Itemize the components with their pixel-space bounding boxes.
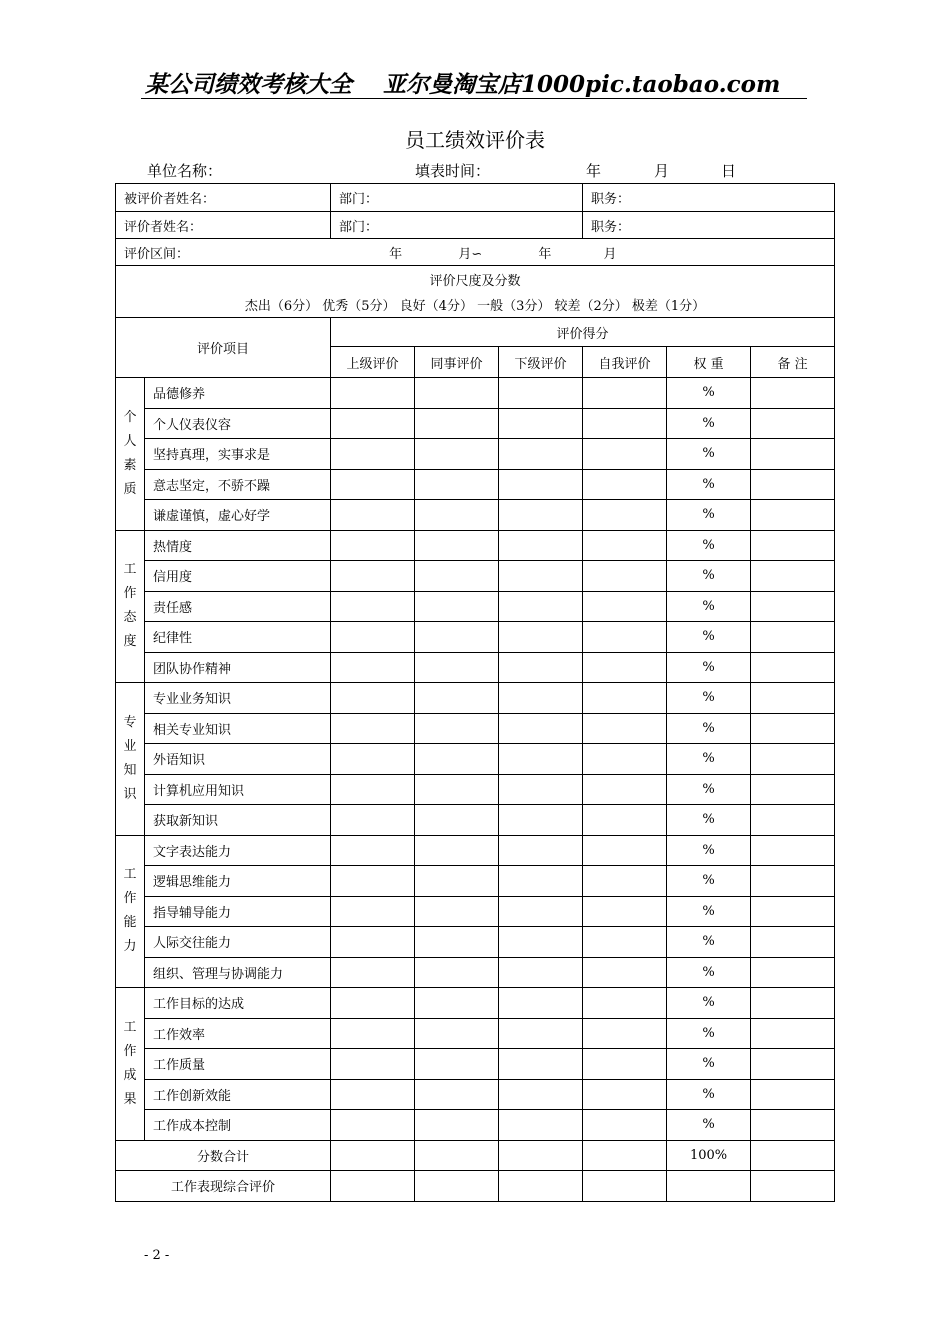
- period-year-2: 年: [538, 246, 552, 262]
- superior-score-cell[interactable]: [331, 1049, 415, 1080]
- superior-score-cell[interactable]: [331, 744, 415, 775]
- subordinate-score-cell[interactable]: [499, 896, 583, 927]
- evaluation-item: 信用度: [145, 561, 331, 592]
- peer-score-cell[interactable]: [415, 774, 499, 805]
- peer-score-cell[interactable]: [415, 500, 499, 531]
- category-label: [116, 378, 145, 531]
- weight-cell[interactable]: %: [667, 774, 751, 805]
- peer-score-cell[interactable]: [415, 561, 499, 592]
- self-score-cell[interactable]: [583, 469, 667, 500]
- weight-cell[interactable]: %: [667, 378, 751, 409]
- category-label-char: 度: [123, 634, 137, 650]
- table-row: [116, 1018, 835, 1049]
- table-row: [116, 469, 835, 500]
- self-score-cell[interactable]: [583, 408, 667, 439]
- peer-score-cell[interactable]: [415, 408, 499, 439]
- superior-score-cell[interactable]: [331, 439, 415, 470]
- self-score-cell[interactable]: [583, 1079, 667, 1110]
- remark-cell[interactable]: [751, 591, 835, 622]
- subordinate-score-cell[interactable]: [499, 652, 583, 683]
- peer-score-cell[interactable]: [415, 469, 499, 500]
- remark-cell[interactable]: [751, 744, 835, 775]
- overall-evaluation-cell[interactable]: [751, 1171, 835, 1202]
- weight-cell[interactable]: %: [667, 805, 751, 836]
- header-text: 某公司绩效考核大全 亚尔曼淘宝店1000pic.taobao.com: [145, 71, 781, 98]
- table-row: [116, 500, 835, 531]
- peer-total-cell[interactable]: [415, 1140, 499, 1171]
- evaluation-item: 专业业务知识: [145, 683, 331, 714]
- evaluation-item: 意志坚定，不骄不躁: [145, 469, 331, 500]
- superior-score-cell[interactable]: [331, 1079, 415, 1110]
- category-label-char: 能: [123, 915, 137, 931]
- page-header: [141, 66, 807, 99]
- self-score-cell[interactable]: [583, 622, 667, 653]
- peer-score-cell[interactable]: [415, 683, 499, 714]
- subordinate-score-cell[interactable]: [499, 622, 583, 653]
- self-score-cell[interactable]: [583, 927, 667, 958]
- peer-score-cell[interactable]: [415, 1079, 499, 1110]
- evaluation-item: 外语知识: [145, 744, 331, 775]
- self-score-cell[interactable]: [583, 652, 667, 683]
- evaluator-row: [116, 212, 835, 239]
- remark-cell[interactable]: [751, 408, 835, 439]
- subordinate-score-cell[interactable]: [499, 561, 583, 592]
- self-score-cell[interactable]: [583, 378, 667, 409]
- subordinate-score-cell[interactable]: [499, 805, 583, 836]
- category-label-char: 业: [123, 738, 137, 754]
- subordinate-score-cell[interactable]: [499, 591, 583, 622]
- weight-cell[interactable]: %: [667, 652, 751, 683]
- superior-score-cell[interactable]: [331, 591, 415, 622]
- weight-cell[interactable]: %: [667, 622, 751, 653]
- category-label-char: 工: [123, 867, 137, 883]
- evaluation-item: 人际交往能力: [145, 927, 331, 958]
- weight-cell[interactable]: %: [667, 835, 751, 866]
- document-title: 员工绩效评价表: [405, 128, 545, 152]
- unit-name-label: 单位名称：: [147, 162, 223, 180]
- evaluation-item: 相关专业知识: [145, 713, 331, 744]
- superior-score-cell[interactable]: [331, 683, 415, 714]
- evaluation-item: 工作效率: [145, 1018, 331, 1049]
- remark-cell[interactable]: [751, 1110, 835, 1141]
- self-eval-header: 自我评价: [583, 347, 667, 378]
- evaluation-form-table: [115, 183, 835, 1202]
- superior-score-cell[interactable]: [331, 1018, 415, 1049]
- subordinate-score-cell[interactable]: [499, 1079, 583, 1110]
- self-score-cell[interactable]: [583, 591, 667, 622]
- self-score-cell[interactable]: [583, 1018, 667, 1049]
- category-label: [116, 530, 145, 683]
- self-score-cell[interactable]: [583, 866, 667, 897]
- evaluation-item: 热情度: [145, 530, 331, 561]
- period-month-1: 月∽: [458, 246, 483, 262]
- evaluation-item: 指导辅导能力: [145, 896, 331, 927]
- weight-cell[interactable]: %: [667, 988, 751, 1019]
- peer-score-cell[interactable]: [415, 652, 499, 683]
- evaluatee-row: [116, 184, 835, 212]
- period-month-2: 月: [603, 246, 617, 262]
- table-row: [116, 530, 835, 561]
- evaluation-item: 计算机应用知识: [145, 774, 331, 805]
- table-row: [116, 622, 835, 653]
- table-row: [116, 805, 835, 836]
- remark-cell[interactable]: [751, 866, 835, 897]
- remark-cell[interactable]: [751, 622, 835, 653]
- table-row: [116, 439, 835, 470]
- superior-score-cell[interactable]: [331, 561, 415, 592]
- weight-cell[interactable]: %: [667, 561, 751, 592]
- total-row: [116, 1140, 835, 1171]
- table-row: [116, 1049, 835, 1080]
- peer-score-cell[interactable]: [415, 927, 499, 958]
- evaluation-item: 获取新知识: [145, 805, 331, 836]
- weight-cell[interactable]: %: [667, 866, 751, 897]
- subordinate-score-cell[interactable]: [499, 835, 583, 866]
- subordinate-score-cell[interactable]: [499, 713, 583, 744]
- peer-score-cell[interactable]: [415, 866, 499, 897]
- weight-cell[interactable]: %: [667, 530, 751, 561]
- evaluation-item: 工作目标的达成: [145, 988, 331, 1019]
- category-label-char: 作: [123, 891, 137, 907]
- fill-month-label: 月: [654, 162, 670, 180]
- weight-cell[interactable]: %: [667, 927, 751, 958]
- weight-cell[interactable]: %: [667, 744, 751, 775]
- category-label-char: 工: [123, 562, 137, 578]
- subordinate-eval-header: 下级评价: [499, 347, 583, 378]
- remark-cell[interactable]: [751, 988, 835, 1019]
- category-label-char: 质: [123, 481, 137, 497]
- peer-score-cell[interactable]: [415, 622, 499, 653]
- page-number: - 2 -: [144, 1248, 170, 1263]
- period-year-1: 年: [389, 246, 403, 262]
- subordinate-score-cell[interactable]: [499, 1049, 583, 1080]
- overall-evaluation-cell[interactable]: [583, 1171, 667, 1202]
- weight-cell[interactable]: %: [667, 1049, 751, 1080]
- category-label: [116, 683, 145, 836]
- evaluator-position-field[interactable]: 职务：: [583, 212, 835, 239]
- peer-score-cell[interactable]: [415, 835, 499, 866]
- scale-row: [116, 266, 835, 318]
- table-row: [116, 713, 835, 744]
- superior-total-cell[interactable]: [331, 1140, 415, 1171]
- superior-score-cell[interactable]: [331, 835, 415, 866]
- peer-score-cell[interactable]: [415, 744, 499, 775]
- evaluatee-name-field[interactable]: 被评价者姓名：: [116, 184, 331, 212]
- evaluatee-position-field[interactable]: 职务：: [583, 184, 835, 212]
- table-row: [116, 1110, 835, 1141]
- category-label-char: 力: [123, 939, 137, 955]
- table-row: [116, 378, 835, 409]
- category-label: [116, 988, 145, 1141]
- evaluation-item: 工作成本控制: [145, 1110, 331, 1141]
- subordinate-score-cell[interactable]: [499, 500, 583, 531]
- evaluation-item: 谦虚谨慎，虚心好学: [145, 500, 331, 531]
- self-score-cell[interactable]: [583, 957, 667, 988]
- remark-cell[interactable]: [751, 469, 835, 500]
- overall-evaluation-label: 工作表现综合评价: [116, 1171, 331, 1202]
- rating-scale-title: 评价尺度及分数: [429, 273, 521, 289]
- category-label-char: 素: [123, 457, 137, 473]
- weight-cell[interactable]: %: [667, 683, 751, 714]
- remark-cell[interactable]: [751, 683, 835, 714]
- superior-score-cell[interactable]: [331, 866, 415, 897]
- category-label-char: 果: [123, 1091, 137, 1107]
- period-row: [116, 239, 835, 266]
- evaluation-item: 坚持真理，实事求是: [145, 439, 331, 470]
- category-label: [116, 835, 145, 988]
- subordinate-score-cell[interactable]: [499, 957, 583, 988]
- evaluator-name-field[interactable]: 评价者姓名：: [116, 212, 331, 239]
- subordinate-total-cell[interactable]: [499, 1140, 583, 1171]
- superior-score-cell[interactable]: [331, 500, 415, 531]
- remark-cell[interactable]: [751, 774, 835, 805]
- remark-cell[interactable]: [751, 805, 835, 836]
- remark-header: 备 注: [751, 347, 835, 378]
- overall-evaluation-cell[interactable]: [667, 1171, 751, 1202]
- table-row: [116, 683, 835, 714]
- category-label-char: 人: [123, 433, 137, 449]
- overall-evaluation-cell[interactable]: [331, 1171, 415, 1202]
- weight-cell[interactable]: %: [667, 439, 751, 470]
- subordinate-score-cell[interactable]: [499, 683, 583, 714]
- weight-cell[interactable]: %: [667, 500, 751, 531]
- superior-score-cell[interactable]: [331, 622, 415, 653]
- remark-cell[interactable]: [751, 1079, 835, 1110]
- peer-score-cell[interactable]: [415, 1018, 499, 1049]
- total-score-label: 分数合计: [116, 1140, 331, 1171]
- weight-cell[interactable]: %: [667, 408, 751, 439]
- subordinate-score-cell[interactable]: [499, 408, 583, 439]
- table-row: [116, 957, 835, 988]
- superior-score-cell[interactable]: [331, 469, 415, 500]
- remark-cell[interactable]: [751, 957, 835, 988]
- category-label-char: 作: [123, 1043, 137, 1059]
- weight-cell[interactable]: %: [667, 591, 751, 622]
- remark-cell[interactable]: [751, 530, 835, 561]
- table-row: [116, 866, 835, 897]
- total-remark-cell[interactable]: [751, 1140, 835, 1171]
- subordinate-score-cell[interactable]: [499, 469, 583, 500]
- fill-year-label: 年: [586, 162, 602, 180]
- weight-cell[interactable]: %: [667, 713, 751, 744]
- table-row: [116, 927, 835, 958]
- superior-score-cell[interactable]: [331, 927, 415, 958]
- peer-score-cell[interactable]: [415, 957, 499, 988]
- remark-cell[interactable]: [751, 561, 835, 592]
- evaluation-item: 文字表达能力: [145, 835, 331, 866]
- subordinate-score-cell[interactable]: [499, 927, 583, 958]
- column-header-row-1: [116, 318, 835, 347]
- self-total-cell[interactable]: [583, 1140, 667, 1171]
- remark-cell[interactable]: [751, 927, 835, 958]
- category-label-char: 态: [123, 610, 137, 626]
- self-score-cell[interactable]: [583, 1110, 667, 1141]
- overall-evaluation-cell[interactable]: [415, 1171, 499, 1202]
- evaluation-item: 工作质量: [145, 1049, 331, 1080]
- self-score-cell[interactable]: [583, 500, 667, 531]
- self-score-cell[interactable]: [583, 561, 667, 592]
- remark-cell[interactable]: [751, 1049, 835, 1080]
- self-score-cell[interactable]: [583, 1049, 667, 1080]
- subordinate-score-cell[interactable]: [499, 378, 583, 409]
- table-row: [116, 774, 835, 805]
- overall-evaluation-row: [116, 1171, 835, 1202]
- category-label-char: 成: [123, 1067, 137, 1083]
- weight-cell[interactable]: %: [667, 1110, 751, 1141]
- self-score-cell[interactable]: [583, 683, 667, 714]
- superior-score-cell[interactable]: [331, 896, 415, 927]
- evaluatee-dept-field[interactable]: 部门：: [331, 184, 583, 212]
- peer-score-cell[interactable]: [415, 713, 499, 744]
- fill-day-label: 日: [721, 162, 737, 180]
- self-score-cell[interactable]: [583, 744, 667, 775]
- peer-score-cell[interactable]: [415, 1049, 499, 1080]
- subordinate-score-cell[interactable]: [499, 1018, 583, 1049]
- category-label-char: 工: [123, 1019, 137, 1035]
- table-row: [116, 652, 835, 683]
- self-score-cell[interactable]: [583, 835, 667, 866]
- superior-score-cell[interactable]: [331, 774, 415, 805]
- superior-score-cell[interactable]: [331, 652, 415, 683]
- table-row: [116, 408, 835, 439]
- peer-score-cell[interactable]: [415, 378, 499, 409]
- superior-score-cell[interactable]: [331, 408, 415, 439]
- peer-score-cell[interactable]: [415, 1110, 499, 1141]
- table-row: [116, 988, 835, 1019]
- weight-cell[interactable]: %: [667, 1079, 751, 1110]
- rating-scale-cell: [116, 266, 835, 318]
- superior-eval-header: 上级评价: [331, 347, 415, 378]
- remark-cell[interactable]: [751, 835, 835, 866]
- superior-score-cell[interactable]: [331, 530, 415, 561]
- evaluation-item: 组织、管理与协调能力: [145, 957, 331, 988]
- evaluation-item: 团队协作精神: [145, 652, 331, 683]
- subordinate-score-cell[interactable]: [499, 866, 583, 897]
- subordinate-score-cell[interactable]: [499, 988, 583, 1019]
- remark-cell[interactable]: [751, 713, 835, 744]
- total-weight-cell: 100%: [667, 1140, 751, 1171]
- superior-score-cell[interactable]: [331, 713, 415, 744]
- self-score-cell[interactable]: [583, 988, 667, 1019]
- evaluation-item: 工作创新效能: [145, 1079, 331, 1110]
- evaluation-item: 品德修养: [145, 378, 331, 409]
- remark-cell[interactable]: [751, 896, 835, 927]
- weight-cell[interactable]: %: [667, 957, 751, 988]
- evaluation-item: 纪律性: [145, 622, 331, 653]
- period-label: 评价区间：: [124, 246, 190, 262]
- table-row: [116, 896, 835, 927]
- weight-cell[interactable]: %: [667, 469, 751, 500]
- remark-cell[interactable]: [751, 378, 835, 409]
- category-label-char: 专: [123, 714, 137, 730]
- category-label-char: 个: [123, 409, 137, 425]
- peer-eval-header: 同事评价: [415, 347, 499, 378]
- peer-score-cell[interactable]: [415, 988, 499, 1019]
- table-row: [116, 1079, 835, 1110]
- self-score-cell[interactable]: [583, 530, 667, 561]
- subordinate-score-cell[interactable]: [499, 439, 583, 470]
- rating-scale-levels: 杰出（6分） 优秀（5分） 良好（4分） 一般（3分） 较差（2分） 极差（1分）: [244, 298, 706, 314]
- weight-cell[interactable]: %: [667, 1018, 751, 1049]
- self-score-cell[interactable]: [583, 896, 667, 927]
- subordinate-score-cell[interactable]: [499, 774, 583, 805]
- overall-evaluation-cell[interactable]: [499, 1171, 583, 1202]
- evaluation-item-header: 评价项目: [116, 318, 331, 378]
- remark-cell[interactable]: [751, 1018, 835, 1049]
- table-row: [116, 744, 835, 775]
- remark-cell[interactable]: [751, 439, 835, 470]
- fill-time-label: 填表时间：: [415, 162, 491, 180]
- score-header: 评价得分: [331, 318, 835, 347]
- self-score-cell[interactable]: [583, 713, 667, 744]
- weight-cell[interactable]: %: [667, 896, 751, 927]
- superior-score-cell[interactable]: [331, 378, 415, 409]
- self-score-cell[interactable]: [583, 774, 667, 805]
- peer-score-cell[interactable]: [415, 530, 499, 561]
- self-score-cell[interactable]: [583, 439, 667, 470]
- category-label-char: 知: [123, 762, 137, 778]
- self-score-cell[interactable]: [583, 805, 667, 836]
- category-label-char: 识: [123, 786, 137, 802]
- evaluator-dept-field[interactable]: 部门：: [331, 212, 583, 239]
- remark-cell[interactable]: [751, 500, 835, 531]
- peer-score-cell[interactable]: [415, 439, 499, 470]
- peer-score-cell[interactable]: [415, 805, 499, 836]
- evaluation-period-field[interactable]: [116, 239, 835, 266]
- weight-header: 权 重: [667, 347, 751, 378]
- remark-cell[interactable]: [751, 652, 835, 683]
- superior-score-cell[interactable]: [331, 988, 415, 1019]
- superior-score-cell[interactable]: [331, 1110, 415, 1141]
- superior-score-cell[interactable]: [331, 805, 415, 836]
- subordinate-score-cell[interactable]: [499, 1110, 583, 1141]
- evaluation-item: 逻辑思维能力: [145, 866, 331, 897]
- category-label-char: 作: [123, 586, 137, 602]
- peer-score-cell[interactable]: [415, 591, 499, 622]
- table-row: [116, 835, 835, 866]
- evaluation-item: 个人仪表仪容: [145, 408, 331, 439]
- subordinate-score-cell[interactable]: [499, 530, 583, 561]
- table-row: [116, 591, 835, 622]
- superior-score-cell[interactable]: [331, 957, 415, 988]
- table-row: [116, 561, 835, 592]
- evaluation-item: 责任感: [145, 591, 331, 622]
- peer-score-cell[interactable]: [415, 896, 499, 927]
- subordinate-score-cell[interactable]: [499, 744, 583, 775]
